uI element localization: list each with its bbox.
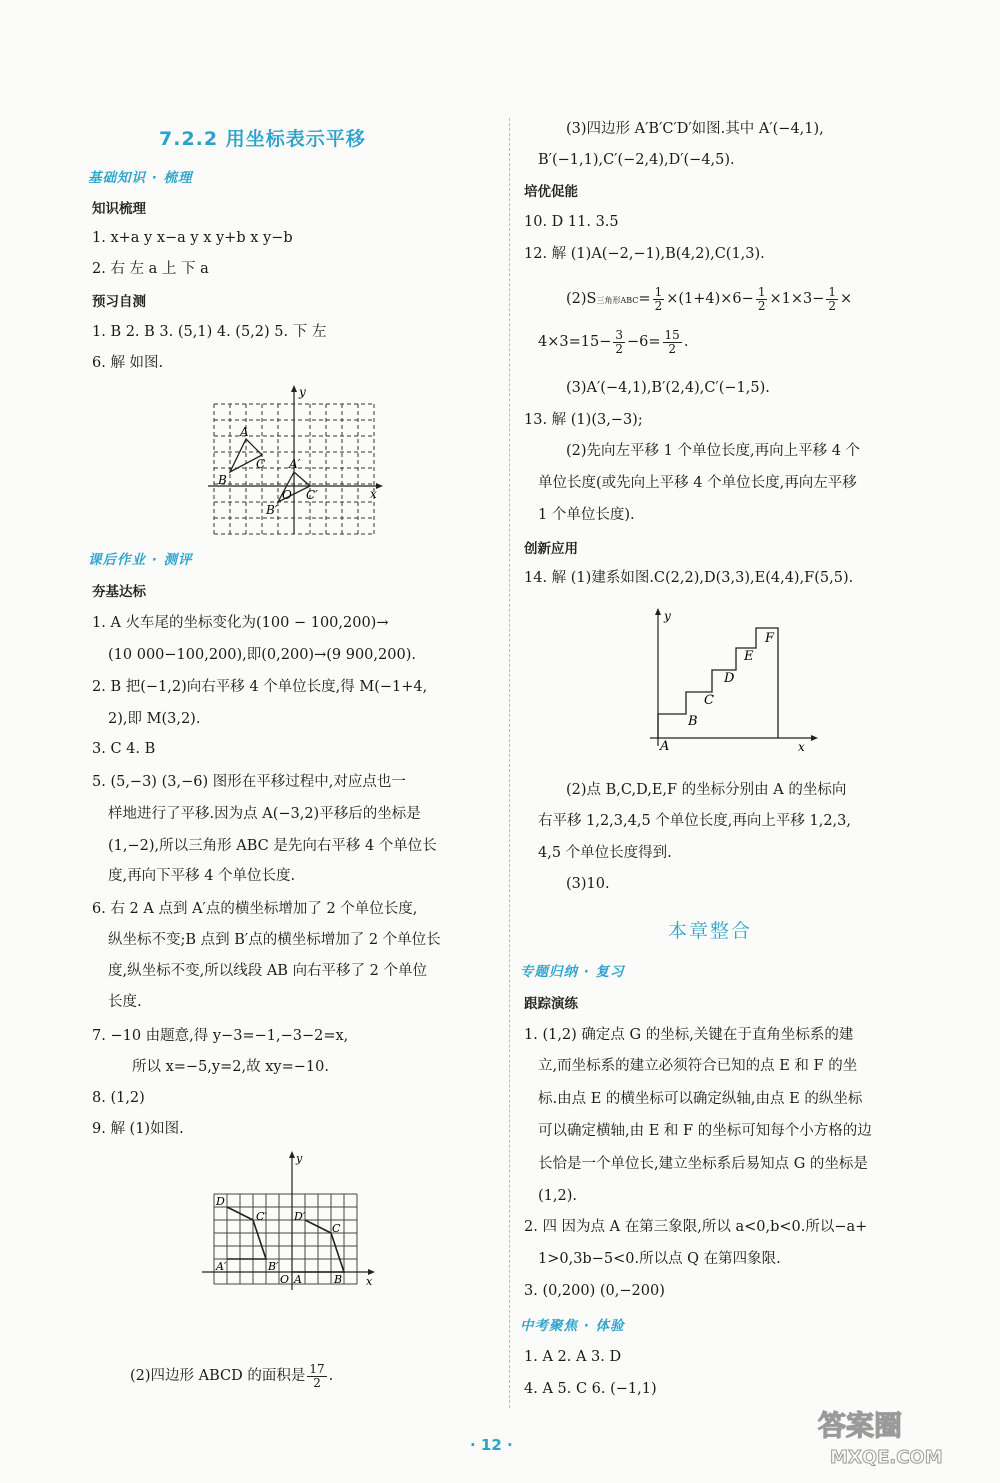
fig2-label: x: [366, 1275, 373, 1288]
answer-line: 6. 右 2 A 点到 A′点的横坐标增加了 2 个单位长度,: [92, 901, 418, 917]
subheading-innovation: 创新应用: [524, 541, 578, 557]
numerator: 1: [757, 284, 766, 299]
fraction-half: [653, 286, 665, 313]
fig1-label: B: [218, 473, 227, 487]
fig1-label: y: [299, 385, 306, 399]
denominator: 2: [654, 298, 663, 313]
answer-line: 立,而坐标系的建立必须符合已知的点 E 和 F 的坐: [538, 1058, 858, 1074]
answer-line: (3)四边形 A′B′C′D′如图.其中 A′(−4,1),: [566, 121, 824, 137]
equation-text: ×1×3−: [769, 291, 825, 307]
equation-text: =: [638, 291, 651, 307]
answer-line: (3)A′(−4,1),B′(2,4),C′(−1,5).: [566, 380, 770, 396]
fig2-label: C: [332, 1222, 341, 1235]
answer-line: 度,纵坐标不变,所以线段 AB 向右平移了 2 个单位: [108, 963, 428, 979]
svg-text:答案圈: 答案圈: [818, 1409, 903, 1442]
equation-text: 4×3=15−: [538, 334, 612, 350]
answer-line: 标.由点 E 的横坐标可以确定纵轴,由点 E 的纵坐标: [538, 1091, 863, 1107]
answer-line: 1>0,3b−5<0.所以点 Q 在第四象限.: [538, 1251, 781, 1267]
denominator: 2: [757, 298, 766, 313]
answer-line: 1. A 2. A 3. D: [524, 1349, 622, 1365]
fig3-label: y: [664, 609, 671, 623]
area-text: (2)四边形 ABCD 的面积是: [130, 1368, 306, 1384]
section-header-exam: 中考聚焦 · 体验: [520, 1318, 625, 1334]
fig3-label: B: [688, 714, 698, 729]
denominator: 2: [828, 298, 836, 313]
answer-line: 2. B 把(−1,2)向右平移 4 个单位长度,得 M(−1+4,: [92, 679, 428, 695]
fig2-label: B′: [268, 1260, 279, 1273]
numerator: 1: [828, 284, 836, 299]
section-title: 7.2.2 用坐标表示平移: [159, 128, 366, 150]
equation-text: ×(1+4)×6−: [666, 291, 754, 307]
answer-line: 5. (5,−3) (3,−6) 图形在平移过程中,对应点也一: [92, 774, 406, 790]
answer-line: 3. (0,200) (0,−200): [524, 1283, 665, 1299]
answer-line: 8. (1,2): [92, 1090, 145, 1106]
answer-line: 右平移 1,2,3,4,5 个单位长度,再向上平移 1,2,3,: [538, 813, 852, 829]
answer-line: 1. A 火车尾的坐标变化为(100 − 100,200)→: [92, 615, 389, 631]
equation-subscript: 三角形ABC: [596, 296, 639, 305]
answer-line: (10 000−100,200),即(0,200)→(9 900,200).: [108, 647, 416, 663]
answer-line: 10. D 11. 3.5: [524, 214, 619, 230]
answer-line: 单位长度(或先向上平移 4 个单位长度,再向左平移: [538, 475, 857, 491]
fraction: [663, 329, 682, 356]
fig1-label: A′: [289, 457, 301, 471]
fig2-label: O: [280, 1273, 290, 1286]
fig1-label: A: [240, 425, 249, 439]
fig1-label: C: [256, 457, 266, 471]
area-numerator: 17: [309, 1361, 325, 1376]
subheading-practice: 跟踪演练: [524, 996, 578, 1012]
subheading-foundation: 夯基达标: [92, 584, 146, 600]
answer-line-equation: [566, 282, 852, 318]
answer-line: 度,再向下平移 4 个单位长度.: [108, 868, 296, 884]
answer-line: 2),即 M(3,2).: [108, 711, 201, 727]
fig2-label: A′: [216, 1260, 227, 1273]
equation-text: .: [683, 334, 689, 350]
equation-text: (2)S: [566, 291, 597, 307]
fig1-label: B′: [266, 503, 278, 517]
numerator: 15: [664, 327, 680, 342]
numerator: 3: [615, 327, 623, 342]
answer-line: 2. 四 因为点 A 在第三象限,所以 a<0,b<0.所以−a+: [524, 1219, 868, 1235]
fig2-label: B: [334, 1273, 343, 1286]
subheading-advanced: 培优促能: [524, 184, 578, 200]
answer-line-area: (2)四边形 ABCD 的面积是 $\frac{17}{2}$ .: [130, 1361, 334, 1390]
subheading-preview: 预习自测: [92, 294, 146, 310]
fig1-label: O: [282, 488, 292, 502]
area-denominator: 2: [313, 1375, 321, 1390]
fig3-label: E: [744, 649, 754, 664]
answer-line: 4,5 个单位长度得到.: [538, 845, 672, 861]
answer-line: 9. 解 (1)如图.: [92, 1121, 184, 1137]
fraction-half: [826, 286, 838, 313]
svg-text:MXQE.COM: MXQE.COM: [830, 1447, 943, 1468]
subheading-knowledge: 知识梳理: [92, 201, 146, 217]
answer-line: (2)点 B,C,D,E,F 的坐标分别由 A 的坐标向: [566, 782, 847, 798]
fig2-label: C′: [256, 1210, 267, 1223]
fig1-label: x: [370, 487, 377, 501]
answer-line: 1 个单位长度).: [538, 507, 635, 523]
answer-line: 纵坐标不变;B 点到 B′点的横坐标增加了 2 个单位长: [108, 932, 441, 948]
figure-triangle-translation: [204, 382, 384, 540]
area-fraction: [307, 1363, 326, 1390]
fig2-label: D′: [294, 1210, 306, 1223]
fig3-label: D: [724, 671, 735, 686]
denominator: 2: [615, 341, 623, 356]
column-divider: [509, 118, 510, 1408]
answer-line: (2)先向左平移 1 个单位长度,再向上平移 4 个: [566, 443, 861, 459]
fig3-label: C: [704, 693, 714, 708]
answer-line-equation: [538, 325, 688, 359]
section-header-review: 专题归纳 · 复习: [520, 964, 625, 980]
answer-line: 2. 右 左 a 上 下 a: [92, 261, 209, 277]
fig2-label: y: [296, 1152, 303, 1165]
answer-line: 13. 解 (1)(3,−3);: [524, 412, 643, 428]
fig3-label: A: [660, 739, 670, 754]
answer-line: 7. −10 由题意,得 y−3=−1,−3−2=x,: [92, 1028, 349, 1044]
answer-line: 6. 解 如图.: [92, 355, 164, 371]
answer-line: 所以 x=−5,y=2,故 xy=−10.: [132, 1059, 329, 1075]
section-header-homework: 课后作业 · 测评: [88, 552, 193, 568]
answer-line: (3)10.: [566, 876, 610, 892]
answer-line: 14. 解 (1)建系如图.C(2,2),D(3,3),E(4,4),F(5,5).: [524, 570, 854, 586]
answer-line: 长恰是一个单位长,建立坐标系后易知点 G 的坐标是: [538, 1156, 868, 1172]
answer-line: 可以确定横轴,由 E 和 F 的坐标可知每个小方格的边: [538, 1123, 872, 1139]
denominator: 2: [668, 341, 676, 356]
figure-staircase: [644, 604, 824, 754]
answer-line: 样地进行了平移.因为点 A(−3,2)平移后的坐标是: [108, 806, 421, 822]
fig2-label: D: [216, 1195, 225, 1208]
equation-text: −6=: [627, 334, 661, 350]
answer-line: 4. A 5. C 6. (−1,1): [524, 1381, 657, 1397]
fraction-half: [756, 286, 768, 313]
answer-line: 长度.: [108, 994, 142, 1010]
equation-text: ×: [840, 291, 853, 307]
answer-line: 1. x+a y x−a y x y+b x y−b: [92, 230, 293, 246]
section-header-basics: 基础知识 · 梳理: [88, 170, 193, 186]
figure-quadrilateral-grid: [202, 1148, 382, 1296]
answer-line: (1,2).: [538, 1188, 577, 1204]
answer-line: 3. C 4. B: [92, 741, 156, 757]
answer-line: 1. B 2. B 3. (5,1) 4. (5,2) 5. 下 左: [92, 324, 327, 340]
numerator: 1: [654, 284, 663, 299]
fig2-label: A: [294, 1273, 302, 1286]
chapter-summary-title: 本章整合: [668, 920, 753, 942]
watermark-logo: [808, 1399, 978, 1471]
answer-line: (1,−2),所以三角形 ABC 是先向右平移 4 个单位长: [108, 838, 437, 854]
page-number: · 12 ·: [470, 1436, 513, 1454]
answer-line: 12. 解 (1)A(−2,−1),B(4,2),C(1,3).: [524, 246, 765, 262]
fig3-label: F: [765, 631, 775, 646]
answer-line: 1. (1,2) 确定点 G 的坐标,关键在于直角坐标系的建: [524, 1027, 854, 1043]
answer-line: B′(−1,1),C′(−2,4),D′(−4,5).: [538, 152, 735, 168]
fig3-label: x: [798, 740, 805, 754]
fig1-label: C′: [306, 488, 318, 502]
fraction: [613, 329, 625, 356]
